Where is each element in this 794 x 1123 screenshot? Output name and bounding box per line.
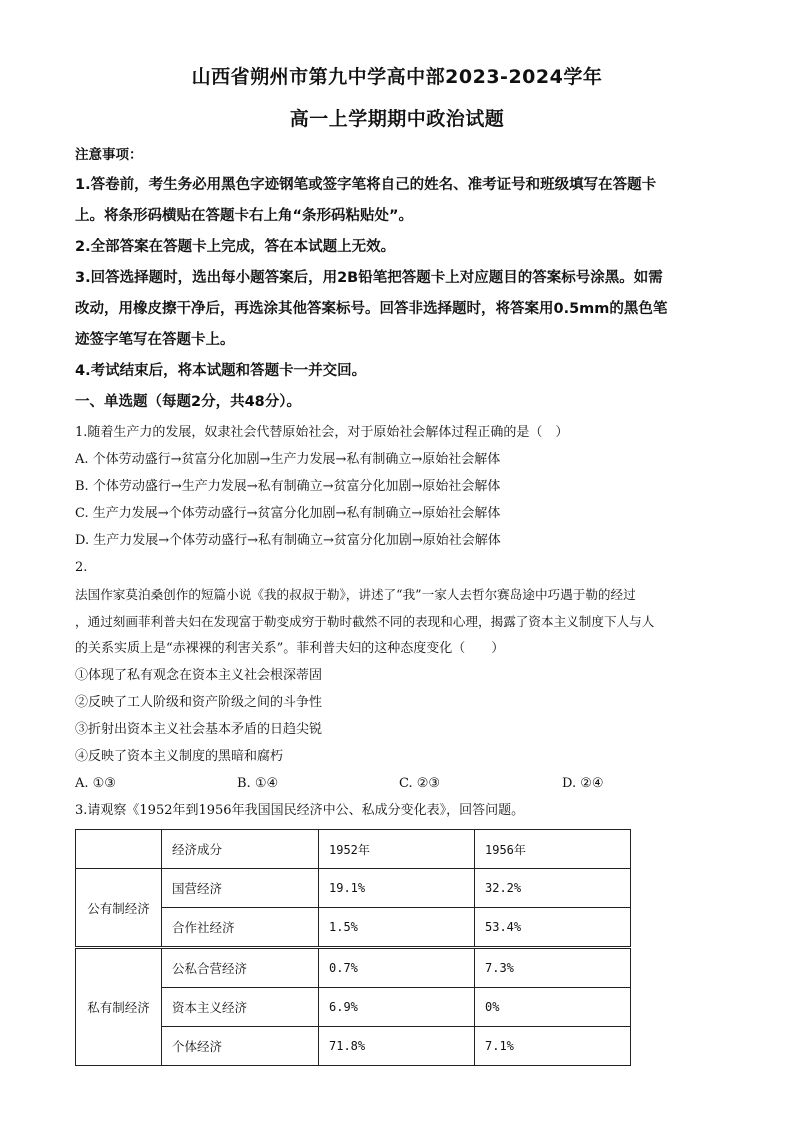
option-c: C. ②③ [399, 776, 441, 791]
table-row [76, 830, 631, 869]
table-cell: 公私合营经济 [162, 949, 319, 988]
notice-heading: 注意事项： [75, 147, 143, 163]
table-row [76, 869, 631, 908]
statement-3: ③折射出资本主义社会基本矛盾的日趋尖锐 [75, 722, 323, 737]
table-header-cell: 1956年 [475, 830, 631, 869]
table-cell: 国营经济 [162, 869, 319, 908]
economy-table-private [75, 948, 631, 1066]
table-group-cell: 公有制经济 [76, 869, 162, 947]
question-stem-line2: ，通过刻画菲利普夫妇在发现富于勒变成穷于勒时截然不同的表现和心理，揭露了资本主义制度下人与人 [75, 614, 655, 629]
option-b: B. ①④ [237, 776, 279, 791]
notice-item-4: 4.考试结束后，将本试题和答题卡一并交回。 [75, 363, 367, 379]
table-cell: 0.7% [319, 949, 475, 988]
table-cell: 6.9% [319, 988, 475, 1027]
notice-item-1-line1: 1.答卷前，考生务必用黑色字迹钢笔或签字笔将自己的姓名、准考证号和班级填写在答题卡 [75, 177, 657, 193]
question-3-stem: 3.请观察《1952年到1956年我国国民经济中公、私成分变化表》，回答问题。 [75, 803, 525, 818]
table-cell: 7.3% [475, 949, 631, 988]
table-cell-empty [76, 830, 162, 869]
table-cell: 0% [475, 988, 631, 1027]
option-a: A. ①③ [75, 776, 116, 791]
section-title: 一、单选题（每题2分，共48分）。 [75, 394, 302, 410]
option-c: C. 生产力发展→个体劳动盛行→贫富分化加剧→私有制确立→原始社会解体 [75, 506, 501, 521]
table-cell: 53.4% [475, 908, 631, 947]
table-header-cell: 1952年 [319, 830, 475, 869]
notice-item-3-line1: 3.回答选择题时，选出每小题答案后，用2B铅笔把答题卡上对应题目的答案标号涂黑。如需 [75, 270, 663, 286]
table-cell: 个体经济 [162, 1027, 319, 1066]
table-cell: 71.8% [319, 1027, 475, 1066]
table-cell: 19.1% [319, 869, 475, 908]
table-cell: 合作社经济 [162, 908, 319, 947]
question-stem-line1: 法国作家莫泊桑创作的短篇小说《我的叔叔于勒》，讲述了“我”一家人去哲尔赛岛途中巧遇于勒的经过 [75, 587, 636, 602]
notice-item-3-line3: 迹签字笔写在答题卡上。 [75, 332, 235, 348]
table-cell: 7.1% [475, 1027, 631, 1066]
statement-2: ②反映了工人阶级和资产阶级之间的斗争性 [75, 695, 323, 710]
table-header-cell: 经济成分 [162, 830, 319, 869]
table-cell: 资本主义经济 [162, 988, 319, 1027]
question-stem: 1.随着生产力的发展，奴隶社会代替原始社会，对于原始社会解体过程正确的是（ ） [75, 425, 569, 440]
notice-item-2: 2.全部答案在答题卡上完成，答在本试题上无效。 [75, 239, 396, 255]
question-1 [75, 419, 725, 554]
notice-item-3-line2: 改动，用橡皮擦干净后，再选涂其他答案标号。回答非选择题时，将答案用0.5mm的黑色笔 [75, 301, 668, 317]
option-a: A. 个体劳动盛行→贫富分化加剧→生产力发展→私有制确立→原始社会解体 [75, 452, 501, 467]
option-b: B. 个体劳动盛行→生产力发展→私有制确立→贫富分化加剧→原始社会解体 [75, 479, 501, 494]
statement-4: ④反映了资本主义制度的黑暗和腐朽 [75, 749, 284, 764]
notice-item-3 [75, 263, 725, 356]
question-number: 2. [75, 560, 88, 575]
table-cell: 1.5% [319, 908, 475, 947]
option-d: D. 生产力发展→个体劳动盛行→私有制确立→贫富分化加剧→原始社会解体 [75, 533, 501, 548]
notice-item-1 [75, 170, 725, 232]
economy-table-public [75, 829, 631, 947]
question-stem-line3: 的关系实质上是“赤裸裸的利害关系”。菲利普夫妇的这种态度变化（ ） [75, 641, 505, 656]
notice-item-1-line2: 上。将条形码横贴在答题卡右上角“条形码粘贴处”。 [75, 208, 414, 224]
table-row [76, 949, 631, 988]
option-d: D. ②④ [562, 776, 604, 791]
table-group-cell: 私有制经济 [76, 949, 162, 1066]
exam-title-line2: 高一上学期期中政治试题 [289, 108, 505, 130]
question-2 [75, 554, 725, 770]
statement-1: ①体现了私有观念在资本主义社会根深蒂固 [75, 668, 323, 683]
exam-title-line1: 山西省朔州市第九中学高中部2023-2024学年 [191, 66, 603, 88]
table-cell: 32.2% [475, 869, 631, 908]
